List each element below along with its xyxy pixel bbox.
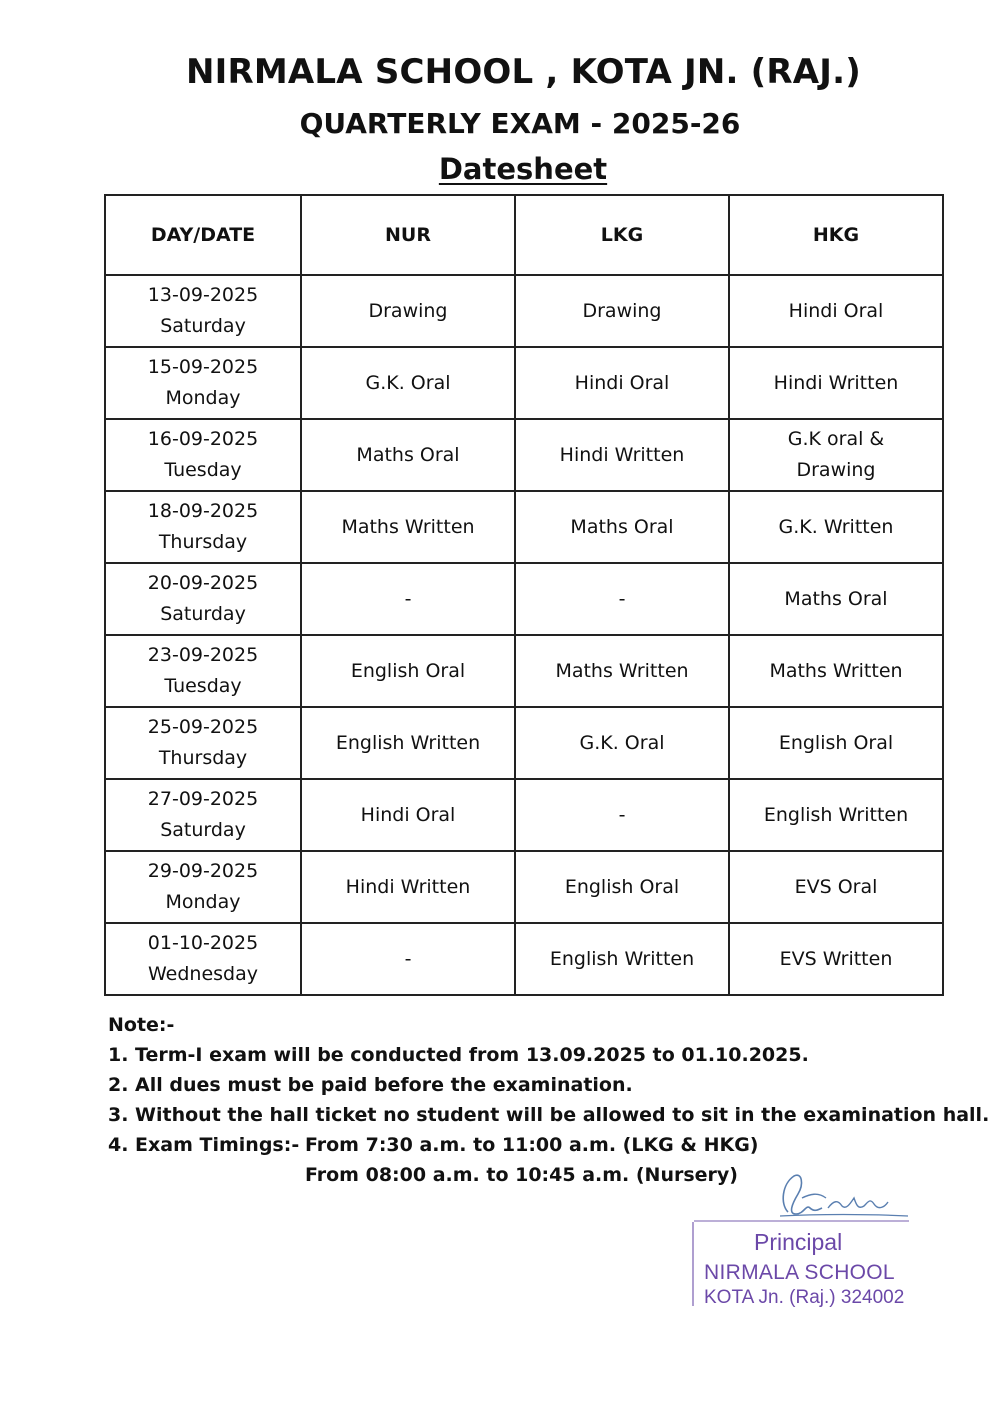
exam-day: Monday bbox=[165, 891, 241, 913]
table-row bbox=[105, 347, 943, 419]
table-row bbox=[105, 491, 943, 563]
table-row bbox=[105, 779, 943, 851]
exam-day: Thursday bbox=[158, 531, 248, 553]
cell-lkg: Maths Written bbox=[515, 635, 729, 707]
cell-lkg: G.K. Oral bbox=[515, 707, 729, 779]
cell-nur: Hindi Written bbox=[301, 851, 515, 923]
cell-lkg: English Oral bbox=[515, 851, 729, 923]
exam-title: QUARTERLY EXAM - 2025-26 bbox=[299, 107, 741, 140]
table-header-row bbox=[105, 195, 943, 275]
header-day-date: DAY/DATE bbox=[105, 195, 301, 275]
exam-day: Thursday bbox=[158, 747, 248, 769]
exam-date: 29-09-2025 bbox=[147, 860, 259, 882]
notes-title: Note:- bbox=[108, 1014, 175, 1036]
table-row bbox=[105, 419, 943, 491]
school-name: NIRMALA SCHOOL , KOTA JN. (RAJ.) bbox=[185, 52, 862, 92]
cell-lkg: Hindi Oral bbox=[515, 347, 729, 419]
datesheet-heading: Datesheet bbox=[438, 152, 608, 186]
cell-day-date bbox=[105, 275, 301, 347]
datesheet-table bbox=[104, 194, 944, 996]
stamp-border-top bbox=[694, 1220, 909, 1222]
cell-nur: - bbox=[301, 923, 515, 995]
principal-signature bbox=[758, 1164, 918, 1224]
stamp-school: NIRMALA SCHOOL bbox=[704, 1261, 895, 1284]
exam-date: 20-09-2025 bbox=[147, 572, 259, 594]
cell-lkg: Maths Oral bbox=[515, 491, 729, 563]
cell-hkg: G.K oral & Drawing bbox=[729, 419, 943, 491]
cell-day-date bbox=[105, 419, 301, 491]
exam-day: Tuesday bbox=[164, 459, 242, 481]
table-row bbox=[105, 275, 943, 347]
cell-day-date bbox=[105, 635, 301, 707]
table-row bbox=[105, 563, 943, 635]
note-item: 2. All dues must be paid before the examination. bbox=[108, 1074, 633, 1096]
exam-day: Tuesday bbox=[164, 675, 242, 697]
timing-label: 4. Exam Timings:- bbox=[108, 1134, 300, 1156]
cell-hkg: G.K. Written bbox=[729, 491, 943, 563]
exam-date: 18-09-2025 bbox=[147, 500, 259, 522]
cell-day-date bbox=[105, 923, 301, 995]
cell-lkg: English Written bbox=[515, 923, 729, 995]
cell-lkg: Hindi Written bbox=[515, 419, 729, 491]
table-row bbox=[105, 635, 943, 707]
cell-hkg: EVS Oral bbox=[729, 851, 943, 923]
header-lkg: LKG bbox=[515, 195, 729, 275]
cell-nur: Hindi Oral bbox=[301, 779, 515, 851]
cell-lkg: - bbox=[515, 563, 729, 635]
exam-date: 25-09-2025 bbox=[147, 716, 259, 738]
cell-day-date bbox=[105, 851, 301, 923]
notes-section bbox=[108, 1010, 990, 1190]
exam-date: 16-09-2025 bbox=[147, 428, 259, 450]
note-item: 1. Term-I exam will be conducted from 13.09.2025 to 01.10.2025. bbox=[108, 1044, 809, 1066]
cell-hkg: English Written bbox=[729, 779, 943, 851]
cell-nur: Maths Oral bbox=[301, 419, 515, 491]
note-item: 3. Without the hall ticket no student will be allowed to sit in the examination hall. bbox=[108, 1104, 990, 1126]
stamp-address: KOTA Jn. (Raj.) 324002 bbox=[704, 1287, 905, 1308]
exam-day: Wednesday bbox=[147, 963, 258, 985]
cell-day-date bbox=[105, 347, 301, 419]
cell-day-date bbox=[105, 779, 301, 851]
cell-nur: Drawing bbox=[301, 275, 515, 347]
cell-day-date bbox=[105, 491, 301, 563]
exam-day: Saturday bbox=[160, 315, 246, 337]
cell-day-date bbox=[105, 563, 301, 635]
exam-day: Saturday bbox=[160, 819, 246, 841]
stamp-principal: Principal bbox=[754, 1229, 843, 1255]
exam-date: 13-09-2025 bbox=[147, 284, 259, 306]
cell-nur: English Written bbox=[301, 707, 515, 779]
cell-lkg: Drawing bbox=[515, 275, 729, 347]
header-hkg: HKG bbox=[729, 195, 943, 275]
exam-day: Monday bbox=[165, 387, 241, 409]
cell-lkg: - bbox=[515, 779, 729, 851]
exam-day: Saturday bbox=[160, 603, 246, 625]
cell-nur: G.K. Oral bbox=[301, 347, 515, 419]
principal-stamp bbox=[692, 1218, 918, 1310]
cell-nur: - bbox=[301, 563, 515, 635]
exam-date: 01-10-2025 bbox=[147, 932, 259, 954]
header-nur: NUR bbox=[301, 195, 515, 275]
cell-hkg: Maths Oral bbox=[729, 563, 943, 635]
exam-date: 23-09-2025 bbox=[147, 644, 259, 666]
table-row bbox=[105, 851, 943, 923]
table-row bbox=[105, 707, 943, 779]
cell-day-date bbox=[105, 707, 301, 779]
cell-hkg: Hindi Written bbox=[729, 347, 943, 419]
cell-hkg: Maths Written bbox=[729, 635, 943, 707]
stamp-border-left bbox=[692, 1222, 694, 1306]
exam-date: 15-09-2025 bbox=[147, 356, 259, 378]
table-row bbox=[105, 923, 943, 995]
cell-hkg: EVS Written bbox=[729, 923, 943, 995]
exam-date: 27-09-2025 bbox=[147, 788, 259, 810]
cell-hkg: English Oral bbox=[729, 707, 943, 779]
timing-lkg-hkg: From 7:30 a.m. to 11:00 a.m. (LKG & HKG) bbox=[305, 1134, 759, 1156]
cell-nur: English Oral bbox=[301, 635, 515, 707]
note-timings bbox=[108, 1130, 968, 1160]
timing-nursery: From 08:00 a.m. to 10:45 a.m. (Nursery) bbox=[305, 1164, 738, 1186]
cell-hkg: Hindi Oral bbox=[729, 275, 943, 347]
cell-nur: Maths Written bbox=[301, 491, 515, 563]
